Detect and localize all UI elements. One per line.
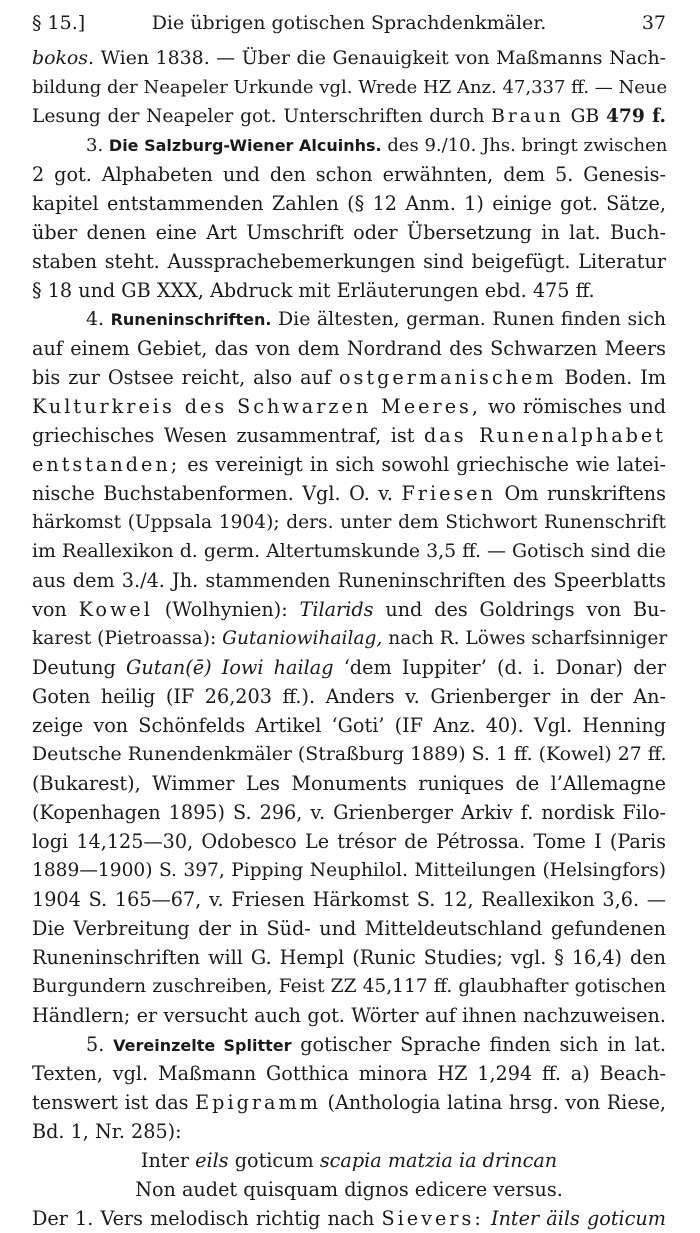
text-run: und des Goldrings von Bu- (373, 598, 666, 621)
text-line (86, 1030, 666, 1059)
text-run (484, 1207, 491, 1230)
text-run: 1889—1900) S. 397, Pipping Neuphilol. Mitteilungen (Helsingfors) (32, 860, 666, 881)
page-number: 37 (641, 12, 666, 34)
text-line (32, 1001, 666, 1030)
text-run: im Reallexikon d. germ. Altertumskunde 3,5 ff. — Gotisch sind die (32, 540, 666, 562)
text-run: Inter (140, 1149, 196, 1172)
emphasized-text: eils (195, 1149, 229, 1172)
text-run: 3. (86, 135, 109, 156)
text-line (32, 247, 666, 276)
emphasized-text: Friesen (401, 482, 497, 505)
text-run: GB (563, 106, 606, 127)
text-line (32, 885, 666, 914)
text-run: härkomst (Uppsala 1904); ders. unter dem Stichwort Runenschrift (32, 512, 666, 533)
text-run: Wien 1838. — Über die Genauigkeit von Maßmanns Nach- (94, 47, 666, 69)
text-line (32, 1088, 666, 1117)
text-line (32, 160, 666, 189)
text-line (32, 450, 666, 479)
emphasized-text: Inter äils goticum (491, 1207, 666, 1230)
text-line (32, 1175, 666, 1204)
text-run: goticum (228, 1149, 320, 1172)
text-run: nach R. Löwes scharfsinniger (382, 628, 668, 649)
running-title: Die übrigen gotischen Sprachdenkmäler. (151, 12, 547, 34)
emphasized-text: Kowel (78, 598, 153, 621)
text-run: (Bukarest), Wimmer Les Monuments runiques de l’Allemagne (32, 772, 666, 795)
text-line (32, 479, 666, 508)
text-run: kapitel entstammenden Zahlen (§ 12 Anm. 1) einige got. Sätze, (32, 192, 666, 215)
text-run: Runeninschriften will G. Hempl (Runic Studies; vgl. § 16,4) den (32, 946, 666, 969)
text-run: wo römisches und (481, 395, 666, 418)
text-run: aus dem 3./4. Jh. stammenden Runeninschriften des Speerblatts (32, 569, 666, 592)
emphasized-text: Gutan(ē) Iowi hailag (126, 656, 334, 679)
text-run: Om runskriftens (496, 482, 666, 505)
text-run: Deutsche Runendenkmäler (Straßburg 1889) S. 1 ff. (Kowel) 27 ff. (32, 743, 667, 765)
text-line (32, 856, 666, 885)
text-run: logi 14,125—30, Odobesco Le trésor de Pétrossa. Tome I (Paris (32, 830, 666, 853)
text-run: (Wolhynien): (152, 598, 300, 621)
text-run: karest (Pietroassa): (32, 628, 223, 649)
text-run: Lesung der Neapeler got. Unterschriften durch (32, 106, 492, 127)
text-run: (Anthologia latina hrsg. von Riese, (320, 1091, 666, 1114)
emphasized-text: Braun (491, 106, 564, 127)
text-run: 5. (86, 1033, 114, 1056)
text-line (32, 711, 666, 740)
text-line (86, 131, 666, 160)
text-run: Boden. Im (556, 366, 667, 389)
emphasized-text: das Runenalphabet (424, 424, 666, 447)
text-line (32, 218, 666, 247)
emphasized-text: scapia matzia ia drincan (319, 1149, 558, 1172)
text-line (32, 740, 666, 769)
text-line (32, 972, 666, 1001)
text-run: 1904 S. 165—67, v. Friesen Härkomst S. 12, Reallexikon 3,6. — (32, 888, 666, 911)
text-run: Die Verbreitung der in Süd- und Mitteldeutschland gefundenen (32, 917, 666, 940)
text-line (32, 1059, 666, 1088)
text-run: 4. (86, 308, 111, 330)
text-run: Texten, vgl. Maßmann Gotthica minora HZ 1,294 ff. a) Beach- (32, 1062, 666, 1085)
text-line (32, 914, 666, 943)
text-run: 2 got. Alphabeten und den schon erwähnten, dem 5. Genesis- (32, 163, 666, 186)
emphasized-text: Epigramm (195, 1091, 321, 1114)
text-run: Händlern; er versucht auch got. Wörter auf ihnen nachzuweisen. (32, 1004, 666, 1027)
section-heading: Die Salzburg-Wiener Alcuinhs. (108, 136, 382, 155)
emphasized-text: ostgermanischem (339, 366, 557, 389)
text-line (32, 1146, 666, 1175)
text-line (32, 73, 666, 102)
text-line (32, 537, 666, 566)
text-line (32, 682, 666, 711)
text-line (32, 44, 666, 73)
text-line (32, 798, 666, 827)
text-line (32, 508, 666, 537)
emphasized-text: Kulturkreis des Schwarzen Meeres, (32, 395, 482, 418)
text-line (32, 769, 666, 798)
text-line (32, 334, 666, 363)
text-line (32, 189, 666, 218)
running-header (32, 8, 666, 38)
text-run: § 18 und GB XXX, Abdruck mit Erläuterungen ebd. 475 ff. (32, 279, 595, 302)
text-line (32, 566, 666, 595)
emphasized-text: Tilarids (299, 598, 374, 621)
section-marker: § 15.] (32, 12, 86, 34)
text-run: Non audet quisquam dignos edicere versus. (135, 1178, 563, 1201)
text-line (32, 595, 666, 624)
text-run: (Kopenhagen 1895) S. 296, v. Grienberger Arkiv f. nordisk Filo- (32, 801, 666, 824)
text-run: über denen eine Art Umschrift oder Übersetzung in lat. Buch- (32, 221, 666, 244)
text-line (32, 102, 666, 131)
text-run: es vereinigt in sich sowohl griechische wie latei- (180, 453, 666, 476)
text-line (32, 276, 666, 305)
section-heading: Vereinzelte Splitter (113, 1036, 292, 1055)
emphasized-text: bokos. (32, 47, 94, 69)
text-run: bis zur Ostsee reicht, also auf (32, 366, 339, 389)
text-line (32, 1117, 666, 1146)
text-run: Burgundern zuschreiben, Feist ZZ 45,117 ff. glaubhafter gotischen (32, 976, 666, 997)
text-line (32, 827, 666, 856)
text-run: griechisches Wesen zusammentraf, ist (32, 424, 424, 447)
text-line (32, 653, 666, 682)
text-run: Der 1. Vers melodisch richtig nach (32, 1207, 382, 1230)
emphasized-text: Gutaniowihailag, (222, 628, 383, 649)
text-run: Die ältesten, german. Runen finden sich (271, 308, 666, 330)
text-line (86, 305, 666, 334)
text-run: von (32, 598, 79, 621)
emphasized-text: Sievers: (381, 1207, 484, 1230)
text-run: Goten heilig (IF 26,203 ff.). Anders v. Grienberger in der An- (32, 685, 666, 708)
emphasized-text: entstanden; (32, 453, 181, 476)
text-run: auf einem Gebiet, das von dem Nordrand des Schwarzen Meers (32, 337, 666, 360)
emphasized-text: 479 f. (605, 106, 666, 127)
text-run: bildung der Neapeler Urkunde vgl. Wrede HZ Anz. 47,337 ff. — Neue (32, 77, 668, 98)
text-run: nische Buchstabenformen. Vgl. O. v. (32, 482, 402, 505)
text-run: des 9./10. Jhs. bringt zwischen (381, 135, 668, 156)
text-line (32, 363, 666, 392)
text-run: zeige von Schönfelds Artikel ‘Goti’ (IF Anz. 40). Vgl. Henning (32, 714, 666, 737)
text-run: gotischer Sprache finden sich in lat. (291, 1033, 667, 1056)
text-run: ‘dem Iuppiter’ (d. i. Donar) der (333, 656, 667, 679)
text-run: staben steht. Aussprachebemerkungen sind beigefügt. Literatur (32, 250, 666, 273)
text-run: Deutung (32, 656, 127, 679)
section-heading: Runeninschriften. (110, 310, 272, 329)
text-line (32, 624, 666, 653)
text-line (32, 943, 666, 972)
text-run: Bd. 1, Nr. 285): (32, 1120, 182, 1143)
text-line (32, 392, 666, 421)
text-line (32, 421, 666, 450)
text-run: tenswert ist das (32, 1091, 196, 1114)
text-line (32, 1204, 666, 1233)
